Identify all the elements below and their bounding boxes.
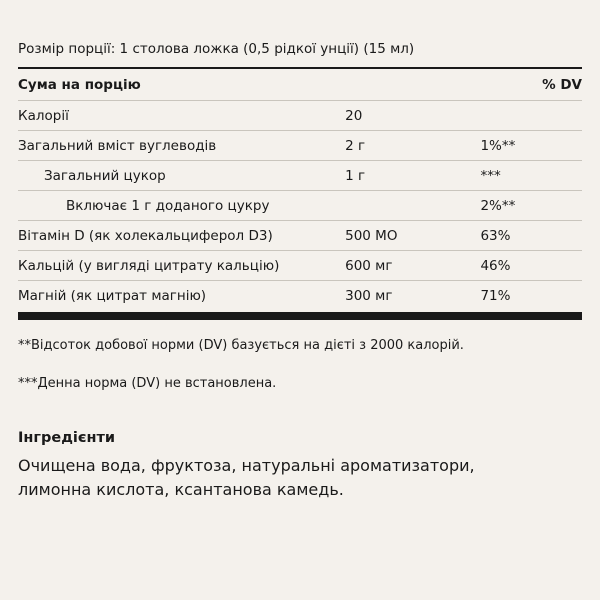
spacer-cell — [345, 68, 480, 101]
table-row — [18, 191, 582, 221]
nutrient-name: Вітамін D (як холекальциферол D3) — [18, 221, 345, 251]
nutrient-amount: 20 — [345, 101, 480, 131]
nutrient-amount — [345, 191, 480, 221]
nutrient-dv — [480, 101, 582, 131]
table-row — [18, 161, 582, 191]
nutrient-name: Кальцій (у вигляді цитрату кальцію) — [18, 251, 345, 281]
nutrient-dv: 1%** — [480, 131, 582, 161]
nutrient-name: Калорії — [18, 101, 345, 131]
nutrient-amount: 2 г — [345, 131, 480, 161]
nutrient-amount: 500 МО — [345, 221, 480, 251]
facts-table-body — [18, 68, 582, 316]
nutrient-dv: *** — [480, 161, 582, 191]
table-row — [18, 221, 582, 251]
nutrient-amount: 600 мг — [345, 251, 480, 281]
nutrient-name: Включає 1 г доданого цукру — [18, 191, 345, 221]
supplement-facts-table — [18, 67, 582, 320]
nutrient-name: Загальний цукор — [18, 161, 345, 191]
nutrient-dv: 2%** — [480, 191, 582, 221]
amount-per-serving-header: Сума на порцію — [18, 68, 345, 101]
nutrient-dv: 63% — [480, 221, 582, 251]
nutrient-name: Загальний вміст вуглеводів — [18, 131, 345, 161]
nutrient-name: Магній (як цитрат магнію) — [18, 281, 345, 317]
table-row — [18, 101, 582, 131]
nutrient-amount: 1 г — [345, 161, 480, 191]
ingredients-title: Інгредієнти — [18, 429, 116, 446]
footnote-not-established: ***Денна норма (DV) не встановлена. — [18, 376, 277, 392]
serving-size-line: Розмір порції: 1 столова ложка (0,5 рідкої унції) (15 мл) — [18, 41, 415, 57]
ingredients-text: Очищена вода, фруктоза, натуральні ароматизатори, лимонна кислота, ксантанова камедь. — [18, 455, 475, 500]
table-row — [18, 131, 582, 161]
nutrient-amount: 300 мг — [345, 281, 480, 317]
table-row — [18, 281, 582, 317]
table-row — [18, 251, 582, 281]
footnote-daily-value: **Відсоток добової норми (DV) базується на дієті з 2000 калорій. — [18, 338, 464, 354]
nutrient-dv: 71% — [480, 281, 582, 317]
table-header-row — [18, 68, 582, 101]
nutrient-dv: 46% — [480, 251, 582, 281]
daily-value-header: % DV — [480, 68, 582, 101]
